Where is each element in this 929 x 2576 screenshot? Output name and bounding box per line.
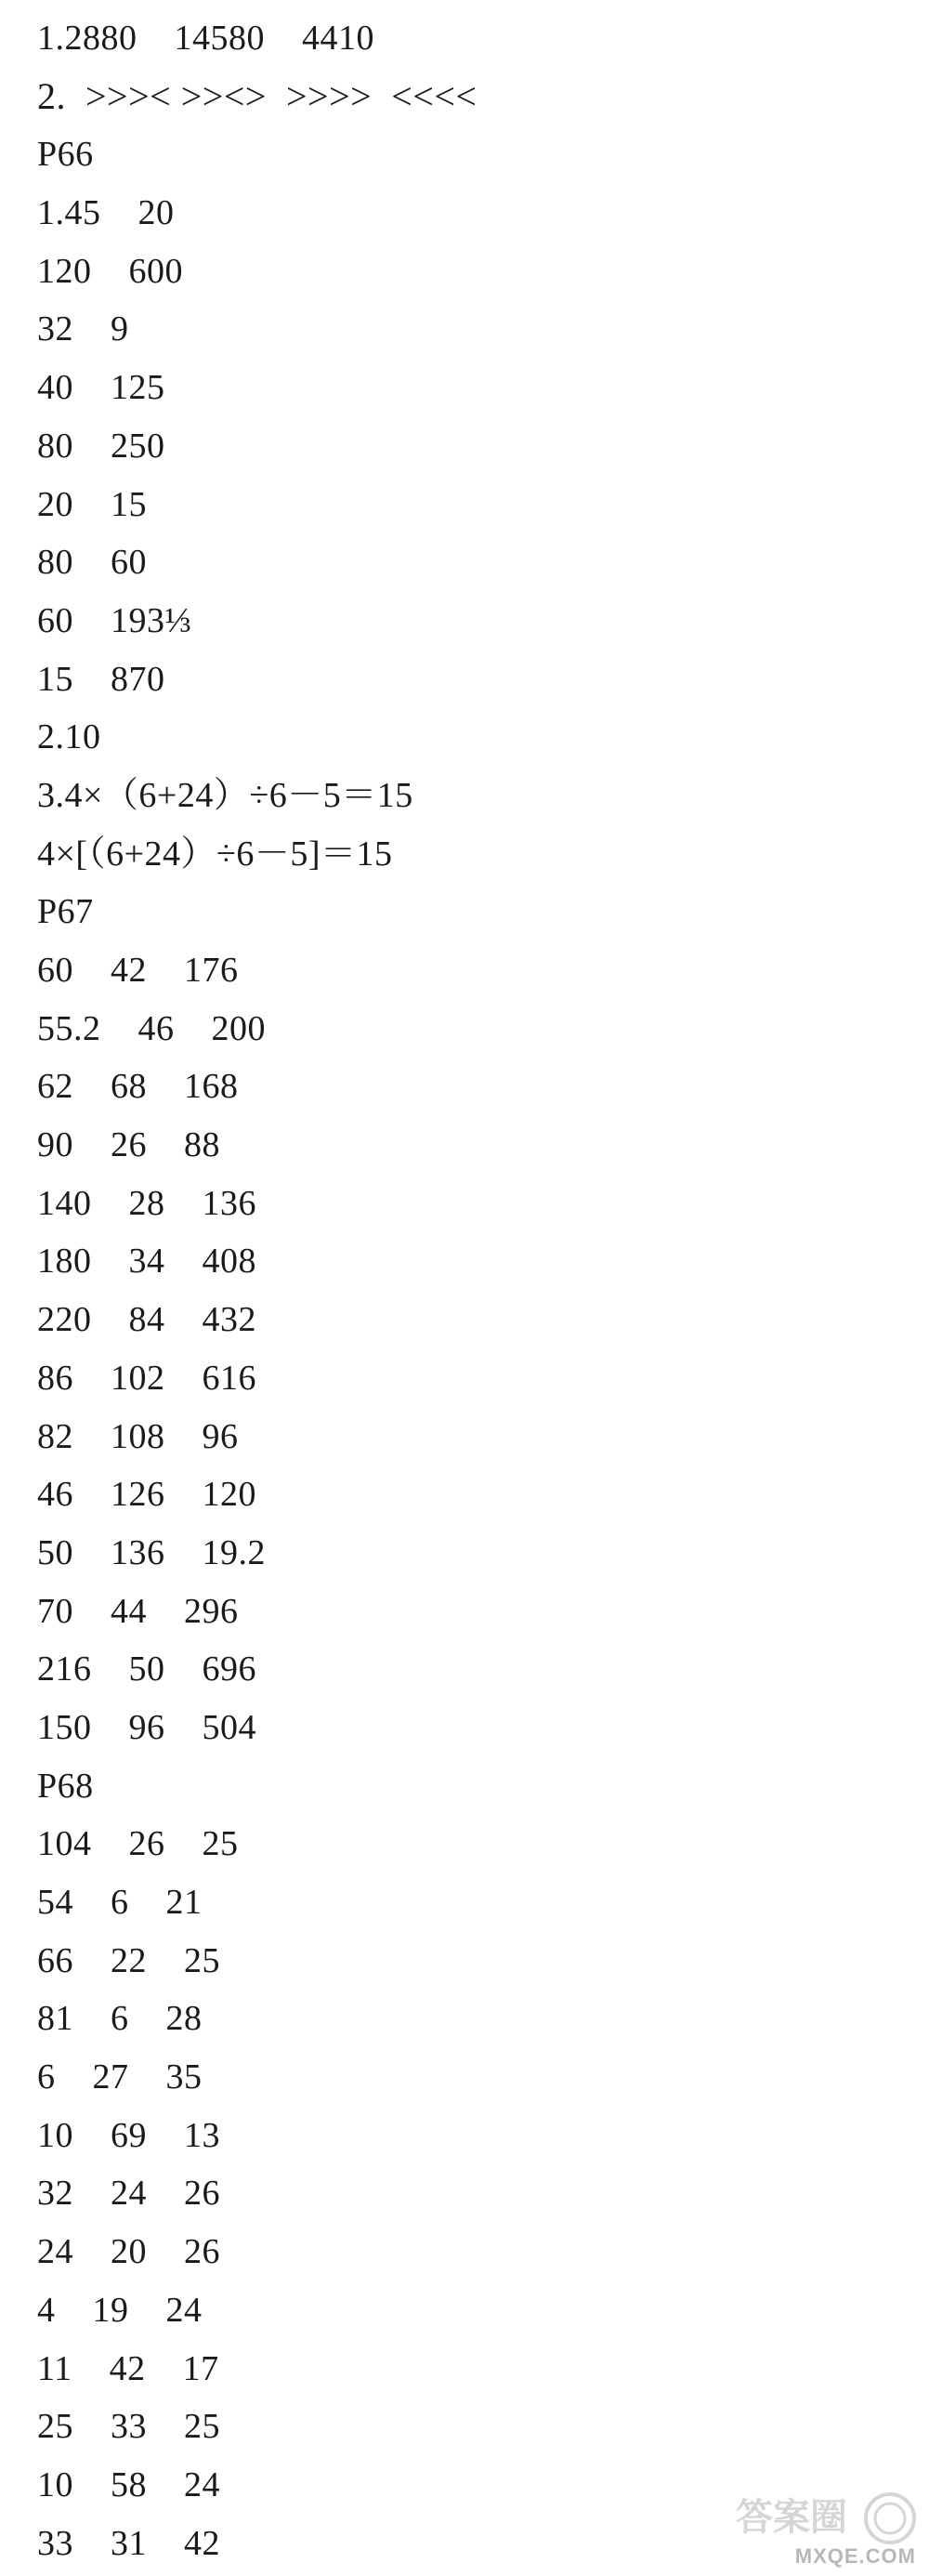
answer-line: 2. >>>< >><> >>>> <<<<	[37, 74, 478, 117]
watermark-logo-text: 答案圈	[736, 2496, 847, 2539]
answer-line: 55.2 46 200	[37, 1008, 266, 1048]
answer-line: 11 42 17	[37, 2348, 219, 2388]
answer-line: P66	[37, 135, 94, 175]
answer-line: P67	[37, 892, 94, 932]
answer-line: 81 6 28	[37, 1999, 203, 2039]
answer-line: 80 250	[37, 426, 165, 466]
answer-line: 180 34 408	[37, 1242, 256, 1281]
answer-line: 3.4×（6+24）÷6－5＝15	[37, 775, 413, 815]
answer-line: 60 42 176	[37, 951, 239, 990]
answer-line: 90 26 88	[37, 1125, 220, 1165]
answer-line: 24 20 26	[37, 2232, 220, 2272]
answer-line: 80 60	[37, 543, 147, 583]
answer-line: 1.2880 14580 4410	[37, 19, 374, 58]
answer-line: 60 193⅓	[37, 600, 192, 640]
answer-line: 50 136 19.2	[37, 1532, 266, 1572]
answer-line: 216 50 696	[37, 1649, 256, 1689]
answer-line: 140 28 136	[37, 1183, 256, 1223]
answer-line: 10 69 13	[37, 2115, 220, 2155]
answer-line: 46 126 120	[37, 1475, 256, 1515]
answer-line: 120 600	[37, 251, 183, 291]
answer-line: 82 108 96	[37, 1416, 239, 1456]
answer-line: 220 84 432	[37, 1300, 256, 1340]
answer-line: P68	[37, 1766, 94, 1806]
answer-line: 40 125	[37, 368, 165, 408]
answer-line: 104 26 25	[37, 1824, 239, 1864]
answer-line: 10 58 24	[37, 2464, 220, 2504]
answer-line: 32 9	[37, 309, 129, 349]
watermark-domain: MXQE.COM	[794, 2544, 916, 2568]
answer-line: 4×[（6+24）÷6－5]＝15	[37, 834, 393, 874]
answer-line: 86 102 616	[37, 1358, 256, 1398]
answer-line: 66 22 25	[37, 1940, 220, 1980]
answer-line: 70 44 296	[37, 1591, 239, 1631]
answer-line: 2.10	[37, 717, 101, 757]
answer-line: 54 6 21	[37, 1883, 203, 1922]
answer-line: 6 27 35	[37, 2057, 203, 2097]
answer-line: 25 33 25	[37, 2407, 220, 2447]
answer-line: 15 870	[37, 659, 165, 699]
answer-line: 1.45 20	[37, 193, 175, 233]
answer-line: 33 31 42	[37, 2523, 220, 2563]
answer-line: 32 24 26	[37, 2174, 220, 2214]
answer-line: 20 15	[37, 484, 147, 524]
answer-line: 62 68 168	[37, 1067, 239, 1107]
answer-list	[37, 9, 910, 2572]
answer-line: 150 96 504	[37, 1707, 256, 1747]
answer-line: 4 19 24	[37, 2290, 203, 2330]
